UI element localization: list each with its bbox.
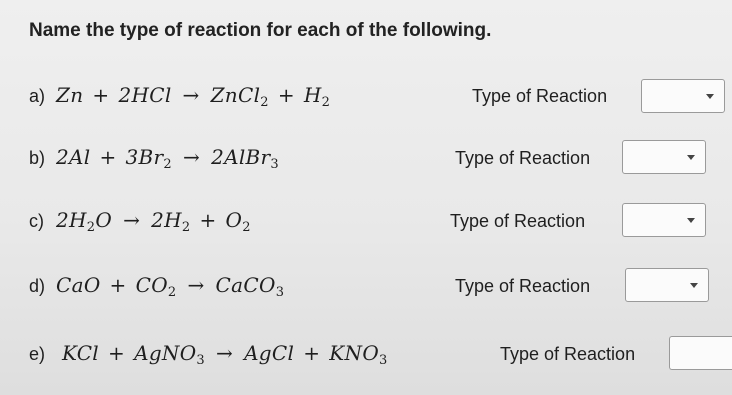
question-letter: a) [29,86,46,106]
caret-down-icon [690,283,698,288]
question-letter: b) [29,148,46,168]
question-letter: c) [29,211,44,231]
question-row-e [0,336,732,376]
chemical-equation: Zn + 2HCl → ZnCl$_2$ + $H_2$ [56,83,331,110]
type-of-reaction-label: Type of Reaction [472,86,608,106]
type-of-reaction-label: Type of Reaction [455,148,591,168]
question-row-a [0,78,732,118]
question-row-b [0,140,732,180]
chemical-equation: $2H_2O \to 2H_2 + O_2$ [56,208,251,235]
question-row-d [0,268,732,308]
chemical-equation: KCl + AgNO$_3$ → AgCl + $KNO_3$ [62,341,388,368]
question-letter: e) [29,344,46,364]
question-letter: d) [29,276,46,296]
chemical-equation: CaO + $CO_2$ → CaCO$_3$ [56,273,285,300]
caret-down-icon [687,218,695,223]
reaction-type-dropdown[interactable] [669,336,732,370]
caret-down-icon [706,94,714,99]
type-of-reaction-label: Type of Reaction [455,276,591,296]
reaction-type-dropdown[interactable] [622,203,706,237]
reaction-type-dropdown[interactable] [641,79,725,113]
chemical-equation: $2Al + 3Br_2$ → 2AlBr$_3$ [56,145,279,172]
question-title: Name the type of reaction for each of the following. [29,20,492,41]
reaction-type-dropdown[interactable] [622,140,706,174]
type-of-reaction-label: Type of Reaction [450,211,586,231]
reaction-type-dropdown[interactable] [625,268,709,302]
caret-down-icon [687,155,695,160]
question-row-c [0,203,732,243]
type-of-reaction-label: Type of Reaction [500,344,636,364]
